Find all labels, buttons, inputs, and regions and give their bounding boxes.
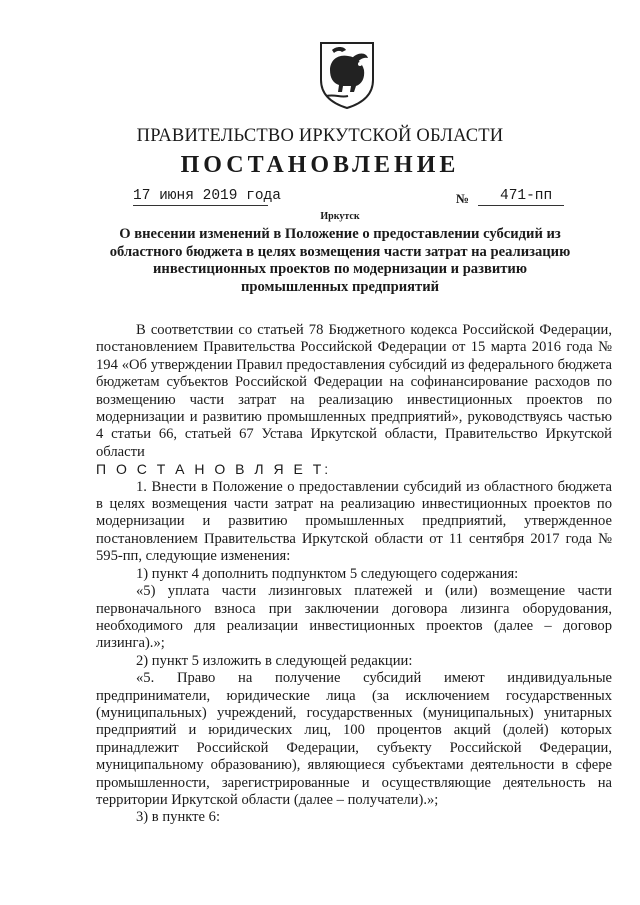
document-date: 17 июня 2019 года — [133, 188, 281, 204]
number-underline — [478, 205, 564, 206]
preamble-paragraph: В соответствии со статьей 78 Бюджетного кодекса Российской Федерации, постановлением Правительства Российской Федерации от 15 марта 2016 года № 194 «Об утверждении Правил предоставления субсидий из федерального бюджета бюджетам субъектов Российской Федерации на софинансирование расходов по возмещению части затрат на реализацию инвестиционных проектов по модернизации и развитию промышленных предприятий», руководствуясь частью 4 статьи 66, статьей 67 Устава Иркутской области, Правительство Иркутской области — [96, 322, 612, 460]
issuing-authority: ПРАВИТЕЛЬСТВО ИРКУТСКОЙ ОБЛАСТИ — [136, 126, 504, 146]
city: Иркутск — [320, 211, 360, 222]
paragraph-4: 2) пункт 5 изложить в следующей редакции: — [136, 652, 413, 669]
number-sign: № — [456, 191, 470, 206]
paragraph-5: «5. Право на получение субсидий имеют индивидуальные предприниматели, юридические лица (за исключением государственных (муниципальных) учреждений, государственных (муниципальных) унитарных предприятий и юридических лиц, 100 процентов акций (долей) которых принадлежит Российской Федерации, субъекту Российской Федерации, муниципальному образованию), являющиеся субъектами деятельности в сфере промышленности, зарегистрированные и осуществляющие деятельность на территории Иркутской области (далее – получатели).»; — [96, 670, 612, 808]
coat-of-arms-icon — [318, 40, 376, 110]
document-type: ПОСТАНОВЛЕНИЕ — [180, 152, 460, 178]
decree-word: П О С Т А Н О В Л Я Е Т: — [96, 461, 332, 478]
paragraph-6: 3) в пункте 6: — [136, 809, 221, 826]
paragraph-2: 1) пункт 4 дополнить подпунктом 5 следующего содержания: — [136, 565, 519, 582]
paragraph-3: «5) уплата части лизинговых платежей и (или) возмещение части первоначального взноса при заключении договора лизинга оборудования, необходимого для реализации инвестиционных проектов (далее – договор лизинга).»; — [96, 583, 612, 652]
date-underline — [133, 205, 268, 206]
document-number: 471-пп — [500, 188, 553, 204]
paragraph-1: 1. Внести в Положение о предоставлении субсидий из областного бюджета в целях возмещения части затрат на реализацию инвестиционных проектов по модернизации и развитию промышленных предприятий, утвержденное постановлением Правительства Иркутской области от 11 сентября 2017 года № 595-пп, следующие изменения: — [96, 478, 612, 565]
document-body — [96, 322, 612, 827]
document-title: О внесении изменений в Положение о предоставлении субсидий из областного бюджета в целях возмещения части затрат на реализацию инвестиционных проектов по модернизации и развитию промышленных предприятий — [109, 226, 571, 295]
